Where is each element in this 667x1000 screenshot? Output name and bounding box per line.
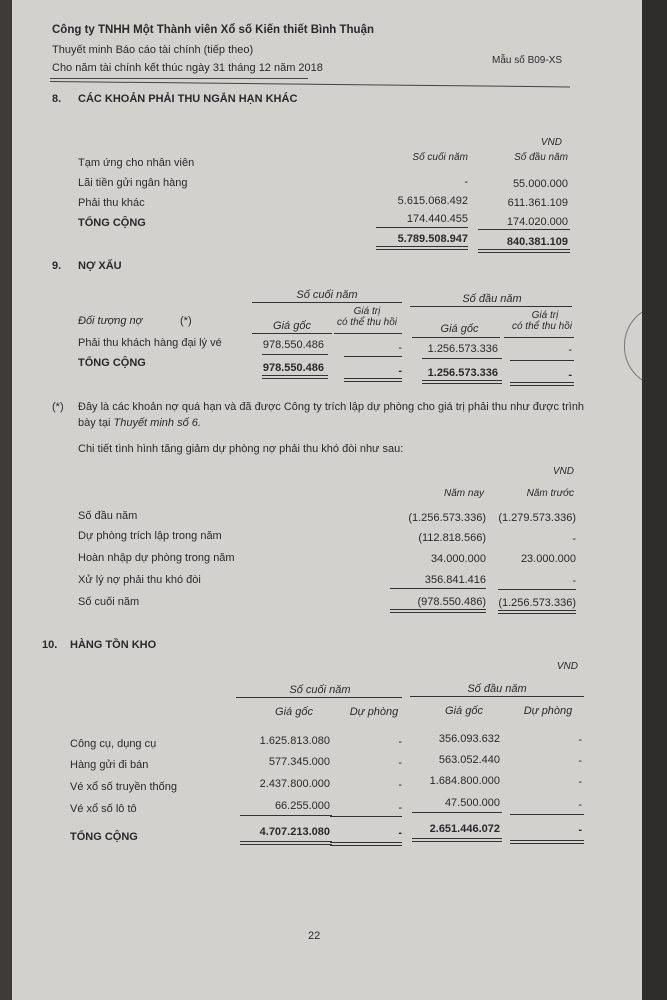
s9-group1-header: Số cuối năm <box>296 289 358 301</box>
detail-value: - <box>572 533 576 545</box>
background-surface <box>642 0 667 1000</box>
s8-row-label: Lãi tiền gửi ngân hàng <box>78 177 188 189</box>
s9-cost-header: Giá gốc <box>273 320 311 332</box>
s9-cell: 1.256.573.336 <box>427 367 498 379</box>
s10-cell: - <box>398 802 402 814</box>
company-name: Công ty TNHH Một Thành viên Xổ số Kiến thiết Bình Thuận <box>52 24 374 36</box>
note-text: bày tại <box>78 417 111 429</box>
s10-provision-header: Dự phòng <box>349 706 399 718</box>
s8-row-value: 55.000.000 <box>512 178 568 190</box>
detail-row-label: Xử lý nợ phải thu khó đòi <box>78 574 201 586</box>
detail-value: (1.256.573.336) <box>498 597 576 609</box>
report-subtitle: Thuyết minh Báo cáo tài chính (tiếp theo) <box>52 44 254 56</box>
s10-cell: - <box>398 736 402 748</box>
s10-cell: 356.093.632 <box>438 733 500 745</box>
s10-cell: - <box>578 776 582 788</box>
s9-col-this-year: Năm nay <box>443 488 484 499</box>
section-10-number: 10. <box>42 639 58 651</box>
s10-row-label: Vé xổ số truyền thống <box>70 781 178 793</box>
s10-cell: - <box>578 734 582 746</box>
s9-cell: - <box>568 369 572 381</box>
s9-note-mark: (*) <box>180 315 192 327</box>
s8-row-label: Phải thu khác <box>78 197 145 209</box>
s9-cell: 978.550.486 <box>262 339 324 351</box>
detail-value: 356.841.416 <box>424 574 486 586</box>
s10-cell: - <box>578 824 582 836</box>
s9-cell: - <box>398 365 402 377</box>
seal-stamp <box>624 305 642 387</box>
s10-group1-header: Số cuối năm <box>289 684 351 696</box>
detail-value: 23.000.000 <box>520 553 576 565</box>
s10-cell: 563.052.440 <box>438 754 500 766</box>
s10-provision-header: Dự phòng <box>523 705 573 717</box>
s10-cell: - <box>398 757 402 769</box>
s10-cell: 47.500.000 <box>444 797 500 809</box>
s9-detail-unit: VND <box>552 466 574 477</box>
s9-total-label: TỔNG CỘNG <box>78 357 146 369</box>
page-number: 22 <box>308 930 321 942</box>
section-9-title: NỢ XẤU <box>78 260 122 272</box>
detail-row-label: Dự phòng trích lập trong năm <box>78 530 222 542</box>
detail-intro: Chi tiết tình hình tăng giảm dự phòng nợ phải thu khó đòi như sau: <box>78 443 404 455</box>
s9-cell: 1.256.573.336 <box>427 343 498 355</box>
detail-row-label: Số đầu năm <box>78 510 138 522</box>
s8-row-value: 611.361.109 <box>507 197 568 209</box>
s10-cell: 4.707.213.080 <box>259 826 330 838</box>
s10-row-label: Công cụ, dụng cụ <box>70 738 157 750</box>
s8-row-value: 174.020.000 <box>506 216 568 228</box>
s8-row-value: 174.440.455 <box>406 213 468 225</box>
detail-value: (978.550.486) <box>417 596 486 608</box>
section-8-number: 8. <box>52 93 62 105</box>
s8-row-label: Tạm ứng cho nhân viên <box>78 157 195 169</box>
detail-value: (1.256.573.336) <box>408 512 486 524</box>
s9-cost-header: Giá gốc <box>440 323 479 335</box>
s8-col1-header: Số cuối năm <box>412 152 468 163</box>
s8-row-value: - <box>464 176 468 188</box>
s9-cell: - <box>568 344 572 356</box>
s9-group2-header: Số đầu năm <box>462 293 522 305</box>
form-code: Mẫu số B09-XS <box>492 55 563 66</box>
s10-cell: 1.684.800.000 <box>429 775 500 787</box>
section-10-title: HÀNG TỒN KHO <box>70 639 157 651</box>
s8-total-v1: 5.789.508.947 <box>397 233 468 245</box>
section-8-title: CÁC KHOẢN PHẢI THU NGẮN HẠN KHÁC <box>78 93 298 105</box>
s10-cell: - <box>398 827 402 839</box>
s9-recover-header: Giá trị <box>353 306 381 317</box>
s9-recover-header: có thể thu hồi <box>511 321 573 332</box>
s10-total-label: TỔNG CỘNG <box>70 831 138 843</box>
s9-debtor-label: Đối tượng nợ <box>78 315 143 327</box>
s10-row-label: Hàng gửi đi bán <box>70 759 149 771</box>
report-period: Cho năm tài chính kết thúc ngày 31 tháng 12 năm 2018 <box>52 62 323 74</box>
note-reference: Thuyết minh số 6. <box>113 417 201 429</box>
detail-value: (1.279.573.336) <box>498 512 576 524</box>
note-line-2 <box>78 417 201 429</box>
s8-row-value: 5.615.068.492 <box>397 195 468 207</box>
s8-total-v2: 840.381.109 <box>506 236 568 248</box>
note-marker: (*) <box>52 401 64 413</box>
s10-cell: - <box>398 779 402 791</box>
document-page <box>12 0 642 1000</box>
s9-cell: - <box>398 342 402 354</box>
s9-cell: 978.550.486 <box>262 362 324 374</box>
s8-unit: VND <box>540 137 562 148</box>
s9-recover-header: Giá trị <box>531 310 559 321</box>
s9-row-label: Phải thu khách hàng đại lý vé <box>78 337 222 349</box>
detail-row-label: Số cuối năm <box>78 596 140 608</box>
section-9-number: 9. <box>52 260 62 272</box>
s9-recover-header: có thể thu hồi <box>336 317 398 328</box>
detail-value: (112.818.566) <box>418 532 486 544</box>
s10-cell: - <box>578 799 582 811</box>
s10-cell: 2.437.800.000 <box>259 778 330 790</box>
s9-col-prev-year: Năm trước <box>526 488 574 499</box>
s10-cell: 577.345.000 <box>268 756 330 768</box>
s10-cost-header: Giá gốc <box>445 705 483 717</box>
detail-value: - <box>572 575 576 587</box>
detail-row-label: Hoàn nhập dự phòng trong năm <box>78 552 235 564</box>
s8-col2-header: Số đầu năm <box>514 152 568 163</box>
s10-cell: 2.651.446.072 <box>429 823 500 835</box>
s10-cost-header: Giá gốc <box>275 706 313 718</box>
s10-group2-header: Số đầu năm <box>467 683 527 695</box>
s8-total-label: TỔNG CỘNG <box>78 217 146 229</box>
s10-cell: 1.625.813.080 <box>259 735 330 747</box>
s10-cell: 66.255.000 <box>274 800 330 812</box>
note-line-1: Đây là các khoản nợ quá hạn và đã được Công ty trích lập dự phòng cho giá trị phải thu như được trình <box>78 401 585 413</box>
detail-value: 34.000.000 <box>430 553 486 565</box>
s10-cell: - <box>578 755 582 767</box>
s10-unit: VND <box>556 661 578 672</box>
s10-row-label: Vé xổ số lô tô <box>70 803 137 815</box>
